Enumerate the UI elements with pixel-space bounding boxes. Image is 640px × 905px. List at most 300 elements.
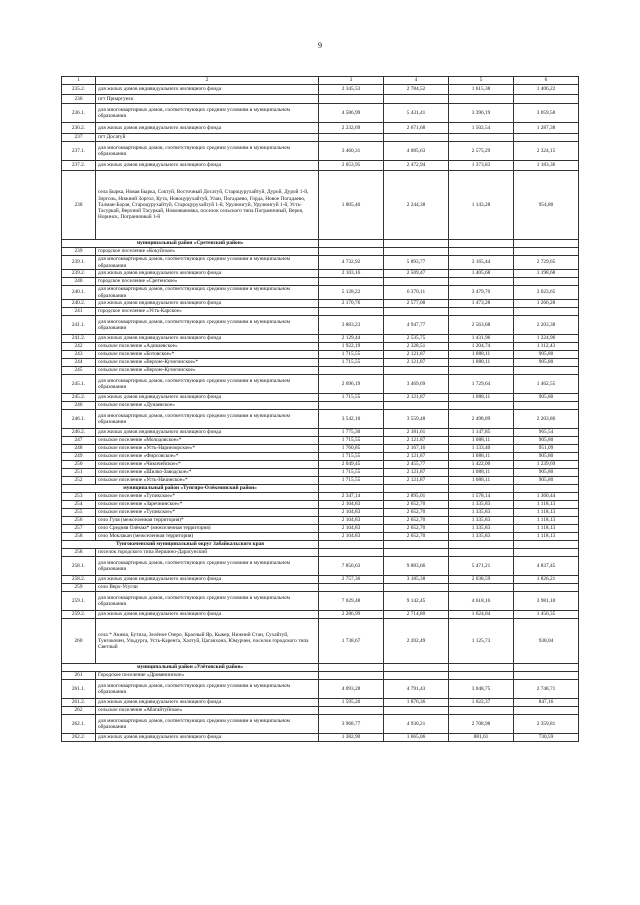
row-number: 246.1. [62, 410, 96, 429]
row-number: 245.1. [62, 375, 96, 394]
value-cell: 2 347,14 [319, 493, 384, 501]
value-cell [319, 672, 384, 680]
row-description: для многоквартирных домов, соответствующих средним условиям в муниципальном образовании [96, 256, 319, 270]
row-description: села Бырка, Новая Бырка, Соктуй, Восточный Досатуй, Староцурухайтуй, Дурой, Дурой 1-й, Зорголь, Нижний Зоргол, Кута, Новоцурухайтуй, Улан, Погадаево, Горда, Новое Погадаево, Талман-Борзя, Староцурухайтуй, Староцурухайтуй 1-й, Урулюнгуй, Урулюнгуй 1-й, Усть-Тасуркай, Верхний Тасуркай, Новоивановка, поселок сельского типа Пограничный, Верея, Норинск, Пограничный 1-й [96, 171, 319, 240]
row-number: 261.2. [62, 699, 96, 707]
value-cell: 2 049,45 [319, 461, 384, 469]
value-cell [514, 367, 579, 375]
value-cell: 2 895,01 [384, 493, 449, 501]
header-cell: 4 [384, 77, 449, 85]
value-cell [449, 549, 514, 557]
value-cell: 1 665,06 [384, 734, 449, 742]
row-number: 236.2. [62, 123, 96, 134]
row-number: 246 [62, 402, 96, 410]
value-cell [449, 367, 514, 375]
table-row [62, 501, 579, 509]
row-number: 254 [62, 501, 96, 509]
row-number: 260 [62, 619, 96, 664]
row-number: 236.1. [62, 104, 96, 123]
row-number: 243 [62, 351, 96, 359]
row-number: 241.2. [62, 335, 96, 343]
row-number: 261.1. [62, 680, 96, 699]
value-cell: 3 396,19 [449, 104, 514, 123]
row-description: для многоквартирных домов, соответствующих средним условиям в муниципальном образовании [96, 286, 319, 300]
row-number: 255 [62, 509, 96, 517]
value-cell: 9 883,66 [384, 557, 449, 576]
tariff-table [61, 76, 579, 742]
row-description: для жилых домов индивидуального жилищного фонда [96, 699, 319, 707]
value-cell: 1 738,67 [319, 619, 384, 664]
row-description: городское поселение «Кокуйское» [96, 248, 319, 256]
table-row [62, 576, 579, 584]
row-description: для многоквартирных домов, соответствующих средним условиям в муниципальном образовании [96, 592, 319, 611]
value-cell [449, 308, 514, 316]
value-cell [319, 308, 384, 316]
table-row [62, 493, 579, 501]
value-cell: 2 324,15 [514, 142, 579, 161]
table-row [62, 672, 579, 680]
value-cell: 1 826,21 [514, 576, 579, 584]
row-number: 262.1. [62, 715, 96, 734]
value-cell [319, 584, 384, 592]
value-cell: 905,80 [514, 437, 579, 445]
table-row [62, 308, 579, 316]
value-cell: 2 181,61 [384, 429, 449, 437]
value-cell: 1 088,11 [449, 351, 514, 359]
row-number: 259 [62, 584, 96, 592]
table-row [62, 699, 579, 707]
value-cell: 9 142,45 [384, 592, 449, 611]
row-number: 237.1. [62, 142, 96, 161]
value-cell: 5 893,77 [384, 256, 449, 270]
row-number: 249 [62, 453, 96, 461]
value-cell [319, 95, 384, 104]
row-description: для жилых домов индивидуального жилищного фонда [96, 123, 319, 134]
row-number: 247 [62, 437, 96, 445]
row-number: 262.2. [62, 734, 96, 742]
table-row [62, 351, 579, 359]
table-row [62, 715, 579, 734]
empty-cell [319, 664, 384, 672]
value-cell: 1 360,44 [514, 493, 579, 501]
row-number: 240.2. [62, 300, 96, 308]
value-cell [514, 248, 579, 256]
table-row [62, 509, 579, 517]
row-number: 253 [62, 493, 96, 501]
value-cell: 4 947,77 [384, 316, 449, 335]
row-description: село Верх-Усугли [96, 584, 319, 592]
value-cell: 938,04 [514, 619, 579, 664]
row-number: 256 [62, 517, 96, 525]
value-cell: 2 038,59 [449, 576, 514, 584]
table-row [62, 142, 579, 161]
row-description: для жилых домов индивидуального жилищного фонда [96, 611, 319, 619]
table-row [62, 734, 579, 742]
value-cell [449, 402, 514, 410]
value-cell: 1 118,13 [514, 509, 579, 517]
section-row [62, 240, 579, 248]
value-cell: 1 118,13 [514, 517, 579, 525]
row-description: село Гуля (межселенная территория)* [96, 517, 319, 525]
table-row [62, 680, 579, 699]
value-cell [384, 95, 449, 104]
value-cell [384, 134, 449, 142]
value-cell: 847,16 [514, 699, 579, 707]
table-row [62, 316, 579, 335]
value-cell: 2 345,53 [319, 85, 384, 95]
value-cell: 4 837,45 [514, 557, 579, 576]
row-number: 258 [62, 533, 96, 541]
row-description: сельское поселение «Верхне-Куэнгинское»* [96, 359, 319, 367]
value-cell: 2 121,87 [384, 437, 449, 445]
value-cell: 1 147,85 [449, 429, 514, 437]
value-cell [514, 134, 579, 142]
value-cell: 4 732,92 [319, 256, 384, 270]
row-description: поселок городского типа Вершино-Дарасунский [96, 549, 319, 557]
row-description: для многоквартирных домов, соответствующих средним условиям в муниципальном образовании [96, 142, 319, 161]
value-cell: 2 714,80 [384, 611, 449, 619]
value-cell: 2 104,83 [319, 509, 384, 517]
row-number: 241 [62, 308, 96, 316]
section-row [62, 664, 579, 672]
value-cell: 1 088,11 [449, 477, 514, 485]
table-row [62, 410, 579, 429]
value-cell: 1 118,13 [514, 525, 579, 533]
value-cell: 1 335,83 [449, 509, 514, 517]
value-cell: 2 652,70 [384, 525, 449, 533]
value-cell: 1 502,54 [449, 123, 514, 134]
value-cell: 2 757,36 [319, 576, 384, 584]
value-cell: 1 473,28 [449, 300, 514, 308]
table-row [62, 171, 579, 240]
row-description: сельское поселение «Усть-Начинское»* [96, 477, 319, 485]
row-number: 246.2. [62, 429, 96, 437]
value-cell: 1 578,14 [449, 493, 514, 501]
value-cell: 4 586,99 [319, 104, 384, 123]
value-cell: 2 696,19 [319, 375, 384, 394]
table-row [62, 270, 579, 278]
section-title: муниципальный район «Тунгиро-Олёкминский район» [62, 485, 319, 493]
value-cell [384, 584, 449, 592]
row-description: сельское поселение «Заречнинское»* [96, 501, 319, 509]
value-cell: 3 185,38 [384, 576, 449, 584]
value-cell: 1 088,11 [449, 394, 514, 402]
value-cell: 2 104,83 [319, 525, 384, 533]
value-cell: 2 359,81 [514, 715, 579, 734]
value-cell: 1 118,13 [514, 533, 579, 541]
value-cell: 1 405,68 [449, 270, 514, 278]
row-description: для многоквартирных домов, соответствующих средним условиям в муниципальном образовании [96, 104, 319, 123]
table-row [62, 123, 579, 134]
value-cell: 2 652,70 [384, 517, 449, 525]
value-cell: 3 460,31 [319, 142, 384, 161]
table-row [62, 335, 579, 343]
value-cell: 1 422,00 [449, 461, 514, 469]
row-description: для многоквартирных домов, соответствующих средним условиям в муниципальном образовании [96, 715, 319, 734]
row-description: для жилых домов индивидуального жилищного фонда [96, 161, 319, 171]
value-cell: 1 406,22 [514, 85, 579, 95]
value-cell [319, 549, 384, 557]
value-cell [319, 134, 384, 142]
value-cell [319, 402, 384, 410]
value-cell: 1 204,74 [449, 343, 514, 351]
row-description: для жилых домов индивидуального жилищного фонда [96, 734, 319, 742]
value-cell: 1 462,55 [514, 375, 579, 394]
row-description: для жилых домов индивидуального жилищного фонда [96, 394, 319, 402]
row-number: 238 [62, 171, 96, 240]
value-cell: 3 479,70 [449, 286, 514, 300]
row-number: 261 [62, 672, 96, 680]
value-cell [514, 584, 579, 592]
value-cell [449, 584, 514, 592]
value-cell: 2 748,71 [514, 680, 579, 699]
value-cell: 2 103,16 [319, 270, 384, 278]
empty-cell [514, 240, 579, 248]
value-cell: 2 170,76 [319, 300, 384, 308]
value-cell: 2 121,87 [384, 359, 449, 367]
row-number: 252 [62, 477, 96, 485]
table-row [62, 104, 579, 123]
section-row [62, 541, 579, 549]
value-cell: 1 715,55 [319, 437, 384, 445]
header-cell: 1 [62, 77, 96, 85]
row-number: 245.2. [62, 394, 96, 402]
row-description: сельское поселение «Абагайтуйское» [96, 707, 319, 715]
value-cell: 1 624,04 [449, 611, 514, 619]
value-cell: 965,54 [514, 429, 579, 437]
value-cell: 2 129,44 [319, 335, 384, 343]
value-cell [384, 278, 449, 286]
row-description: сельское поселение «Молодовское»* [96, 437, 319, 445]
value-cell: 2 535,75 [384, 335, 449, 343]
row-description: сельское поселение «Тупикское»* [96, 509, 319, 517]
table-row [62, 85, 579, 95]
value-cell: 3 542,10 [319, 410, 384, 429]
value-cell [449, 707, 514, 715]
table-row [62, 461, 579, 469]
value-cell: 2 244,38 [384, 171, 449, 240]
value-cell: 3 059,58 [514, 104, 579, 123]
row-description: для жилых домов индивидуального жилищного фонда [96, 335, 319, 343]
row-description: сельское поселение «Адикаевское» [96, 343, 319, 351]
row-description: для многоквартирных домов, соответствующих средним условиям в муниципальном образовании [96, 375, 319, 394]
row-description: села * Акима, Бутиха, Зелёное Озеро, Красный Яр, Кыкер, Нижний Стан, Сухайтуй, Тунгокочен, Ульдурга, Усть-Каренга, Халтуй, Цаганхона, Юмурчен, поселок городского типа Светлый [96, 619, 319, 664]
row-description: сельское поселение «Ботовское»* [96, 351, 319, 359]
value-cell: 3 559,48 [384, 410, 449, 429]
row-description: село Средняя Олёкма* (межселенная территория) [96, 525, 319, 533]
value-cell: 1 729,64 [449, 375, 514, 394]
value-cell: 2 455,77 [384, 461, 449, 469]
value-cell [384, 402, 449, 410]
row-description: сельское поселение «Фирсовское»* [96, 453, 319, 461]
value-cell: 1 775,30 [319, 429, 384, 437]
value-cell: 1 805,40 [319, 171, 384, 240]
table-row [62, 437, 579, 445]
value-cell: 4 791,43 [384, 680, 449, 699]
value-cell: 1 760,85 [319, 445, 384, 453]
value-cell: 3 968,77 [319, 715, 384, 734]
row-number: 262 [62, 707, 96, 715]
row-description: сельское поселение «Усть-Наринзорское»* [96, 445, 319, 453]
value-cell: 2 121,87 [384, 394, 449, 402]
value-cell: 2 575,29 [449, 142, 514, 161]
value-cell: 1 022,37 [449, 699, 514, 707]
value-cell: 1 382,90 [319, 734, 384, 742]
table-row [62, 453, 579, 461]
value-cell: 1 088,11 [449, 453, 514, 461]
value-cell: 2 104,83 [319, 501, 384, 509]
table-row [62, 619, 579, 664]
value-cell: 1 373,83 [449, 161, 514, 171]
value-cell: 2 784,52 [384, 85, 449, 95]
value-cell: 7 029,48 [319, 592, 384, 611]
value-cell: 3 883,23 [319, 316, 384, 335]
value-cell: 1 266,28 [514, 300, 579, 308]
value-cell: 1 922,19 [319, 343, 384, 351]
empty-cell [319, 541, 384, 549]
value-cell: 1 715,55 [319, 453, 384, 461]
row-description: для жилых домов индивидуального жилищного фонда [96, 270, 319, 278]
row-number: 258 [62, 549, 96, 557]
value-cell: 2 121,87 [384, 351, 449, 359]
value-cell: 1 335,83 [449, 501, 514, 509]
table-row [62, 525, 579, 533]
empty-cell [319, 485, 384, 493]
row-number: 257 [62, 525, 96, 533]
empty-cell [384, 485, 449, 493]
value-cell: 2 286,99 [319, 611, 384, 619]
value-cell: 2 498,89 [449, 410, 514, 429]
row-number: 240.1. [62, 286, 96, 300]
section-title: муниципальный район «Сретенский район» [62, 240, 319, 248]
table-row [62, 592, 579, 611]
table-row [62, 95, 579, 104]
row-description: сельское поселение «Верхне-Куэнгинское» [96, 367, 319, 375]
value-cell: 6 370,11 [384, 286, 449, 300]
value-cell: 1 198,68 [514, 270, 579, 278]
value-cell: 3 023,65 [514, 286, 579, 300]
value-cell: 1 335,83 [449, 533, 514, 541]
row-number: 239 [62, 248, 96, 256]
row-number: 239.1. [62, 256, 96, 270]
table-row [62, 707, 579, 715]
row-number: 240 [62, 278, 96, 286]
value-cell [514, 707, 579, 715]
value-cell: 1 456,35 [514, 611, 579, 619]
empty-cell [384, 240, 449, 248]
value-cell: 3 048,75 [449, 680, 514, 699]
value-cell: 2 652,70 [384, 509, 449, 517]
value-cell: 1 715,55 [319, 351, 384, 359]
value-cell: 2 202,49 [384, 619, 449, 664]
value-cell: 2 053,95 [319, 161, 384, 171]
value-cell: 4 093,28 [319, 680, 384, 699]
section-title: Тунгокоченский муниципальный округ Забайкальского края [62, 541, 319, 549]
value-cell: 1 287,38 [514, 123, 579, 134]
value-cell [514, 672, 579, 680]
value-cell: 2 121,87 [384, 477, 449, 485]
row-description: для жилых домов индивидуального жилищного фонда [96, 576, 319, 584]
row-number: 235.2. [62, 85, 96, 95]
row-description: пгт Приаргунск [96, 95, 319, 104]
row-description: городское поселение «Сретенское» [96, 278, 319, 286]
value-cell: 4 618,16 [449, 592, 514, 611]
value-cell: 2 203,38 [514, 316, 579, 335]
section-row [62, 485, 579, 493]
table-row [62, 134, 579, 142]
value-cell: 881,61 [449, 734, 514, 742]
empty-cell [449, 485, 514, 493]
empty-cell [449, 664, 514, 672]
value-cell: 905,80 [514, 453, 579, 461]
table-row [62, 469, 579, 477]
section-title: муниципальный район «Улётовский район» [62, 664, 319, 672]
value-cell [384, 549, 449, 557]
row-description: для многоквартирных домов, соответствующих средним условиям в муниципальном образовании [96, 410, 319, 429]
value-cell: 1 118,13 [514, 501, 579, 509]
row-number: 258.2. [62, 576, 96, 584]
row-number: 239.2. [62, 270, 96, 278]
value-cell [449, 672, 514, 680]
value-cell: 1 876,36 [384, 699, 449, 707]
value-cell: 4 930,21 [384, 715, 449, 734]
value-cell: 1 431,96 [449, 335, 514, 343]
value-cell: 2 472,94 [384, 161, 449, 171]
row-number: 242 [62, 343, 96, 351]
empty-cell [384, 664, 449, 672]
value-cell: 2 121,87 [384, 469, 449, 477]
empty-cell [449, 240, 514, 248]
value-cell: 2 563,68 [449, 316, 514, 335]
value-cell: 2 104,83 [319, 517, 384, 525]
value-cell: 4 085,63 [384, 142, 449, 161]
value-cell: 3 165,44 [449, 256, 514, 270]
value-cell: 1 615,38 [449, 85, 514, 95]
value-cell: 730,59 [514, 734, 579, 742]
value-cell: 1 125,73 [449, 619, 514, 664]
value-cell [449, 95, 514, 104]
value-cell [319, 707, 384, 715]
value-cell: 1 112,43 [514, 343, 579, 351]
value-cell [514, 402, 579, 410]
value-cell [319, 248, 384, 256]
value-cell [384, 308, 449, 316]
header-cell: 2 [96, 77, 319, 85]
value-cell [449, 278, 514, 286]
value-cell: 1 088,11 [449, 359, 514, 367]
value-cell: 1 715,55 [319, 477, 384, 485]
value-cell: 1 239,69 [514, 461, 579, 469]
value-cell [319, 278, 384, 286]
value-cell: 2 167,16 [384, 445, 449, 453]
table-row [62, 161, 579, 171]
value-cell: 2 509,47 [384, 270, 449, 278]
row-description: село Моклакан (межселенная территория) [96, 533, 319, 541]
row-number: 248 [62, 445, 96, 453]
value-cell: 1 183,36 [514, 161, 579, 171]
value-cell: 2 577,08 [384, 300, 449, 308]
row-description: сельское поселение «Дунаевское» [96, 402, 319, 410]
value-cell: 2 708,98 [449, 715, 514, 734]
empty-cell [514, 664, 579, 672]
value-cell: 1 335,83 [449, 525, 514, 533]
table-row [62, 477, 579, 485]
value-cell [514, 278, 579, 286]
row-number: 237.2. [62, 161, 96, 171]
row-number: 258.1. [62, 557, 96, 576]
table-header-row [62, 77, 579, 85]
table-row [62, 286, 579, 300]
